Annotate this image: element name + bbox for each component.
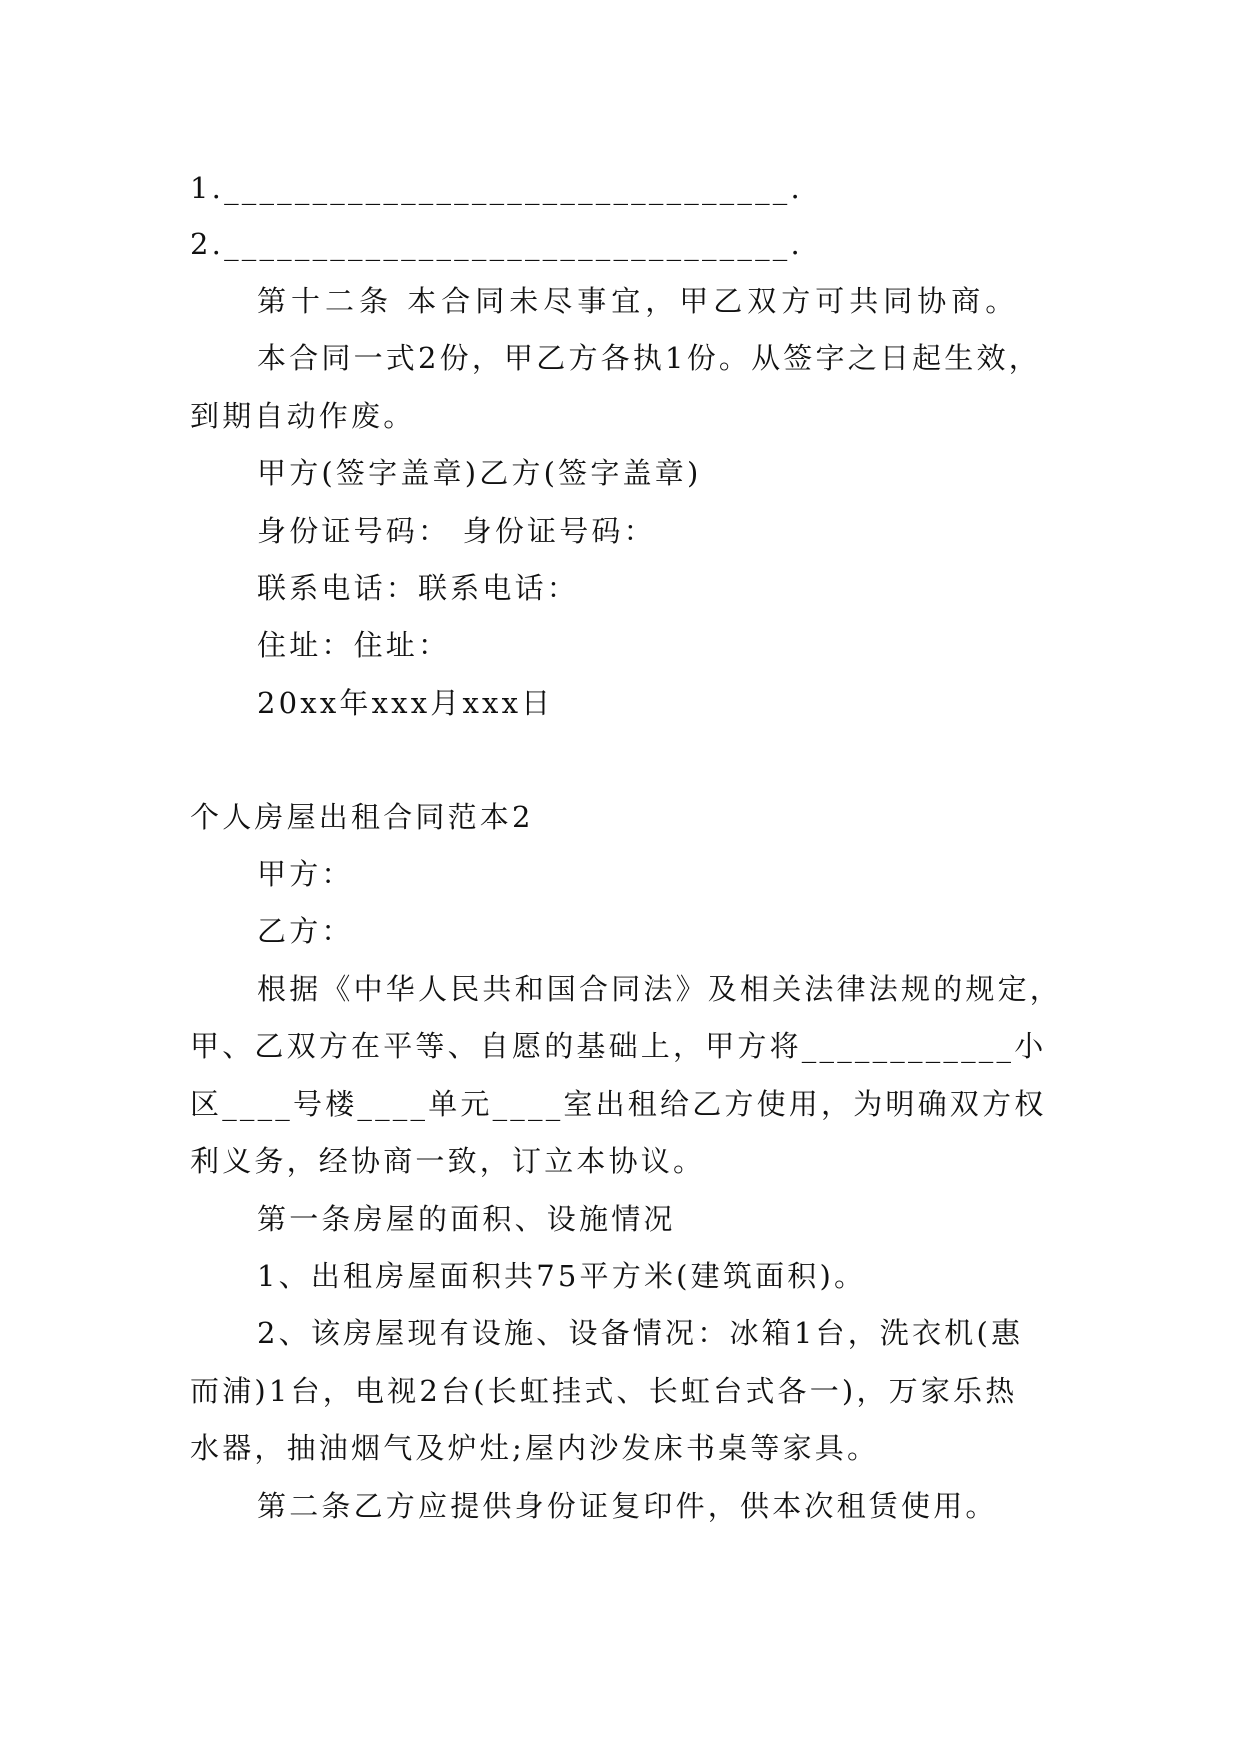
section-title: 个人房屋出租合同范本2 <box>190 800 534 834</box>
article-2-text: 第二条乙方应提供身份证复印件，供本次租赁使用。 <box>257 1489 998 1523</box>
article-1-item-2-line-1: 2、该房屋现有设施、设备情况：冰箱1台，洗衣机(惠 <box>257 1316 1024 1350</box>
blank-item-2: 2.________________________________. <box>190 227 803 261</box>
blank-item-1: 1.________________________________. <box>190 171 803 205</box>
article-1-item-1: 1、出租房屋面积共75平方米(建筑面积)。 <box>257 1259 867 1293</box>
party-b-line: 乙方： <box>257 914 354 948</box>
copies-clause-continued: 到期自动作废。 <box>190 399 416 433</box>
preamble-line-1: 根据《中华人民共和国合同法》及相关法律法规的规定， <box>257 972 1063 1006</box>
phone-line: 联系电话：联系电话： <box>257 571 580 605</box>
preamble-line-4: 利义务，经协商一致，订立本协议。 <box>190 1144 706 1178</box>
signature-line: 甲方(签字盖章)乙方(签字盖章) <box>257 456 702 490</box>
copies-clause-text: 本合同一式2份，甲乙方各执1份。从签字之日起生效， <box>257 341 1041 375</box>
preamble-line-2: 甲、乙双方在平等、自愿的基础上，甲方将____________小 <box>190 1029 1047 1063</box>
id-number-line: 身份证号码： 身份证号码： <box>257 514 656 548</box>
party-a-line: 甲方： <box>257 857 354 891</box>
article-1-item-2-line-3: 水器，抽油烟气及炉灶;屋内沙发床书桌等家具。 <box>190 1431 880 1465</box>
article-1-item-2-line-2: 而浦)1台，电视2台(长虹挂式、长虹台式各一)，万家乐热 <box>190 1374 1018 1408</box>
date-line: 20xx年xxx月xxx日 <box>257 686 554 720</box>
article-12-text: 第十二条 本合同未尽事宜，甲乙双方可共同协商。 <box>257 284 1020 318</box>
address-line: 住址：住址： <box>257 628 451 662</box>
preamble-line-3: 区____号楼____单元____室出租给乙方使用，为明确双方权 <box>190 1087 1047 1121</box>
article-1-heading: 第一条房屋的面积、设施情况 <box>257 1202 676 1236</box>
